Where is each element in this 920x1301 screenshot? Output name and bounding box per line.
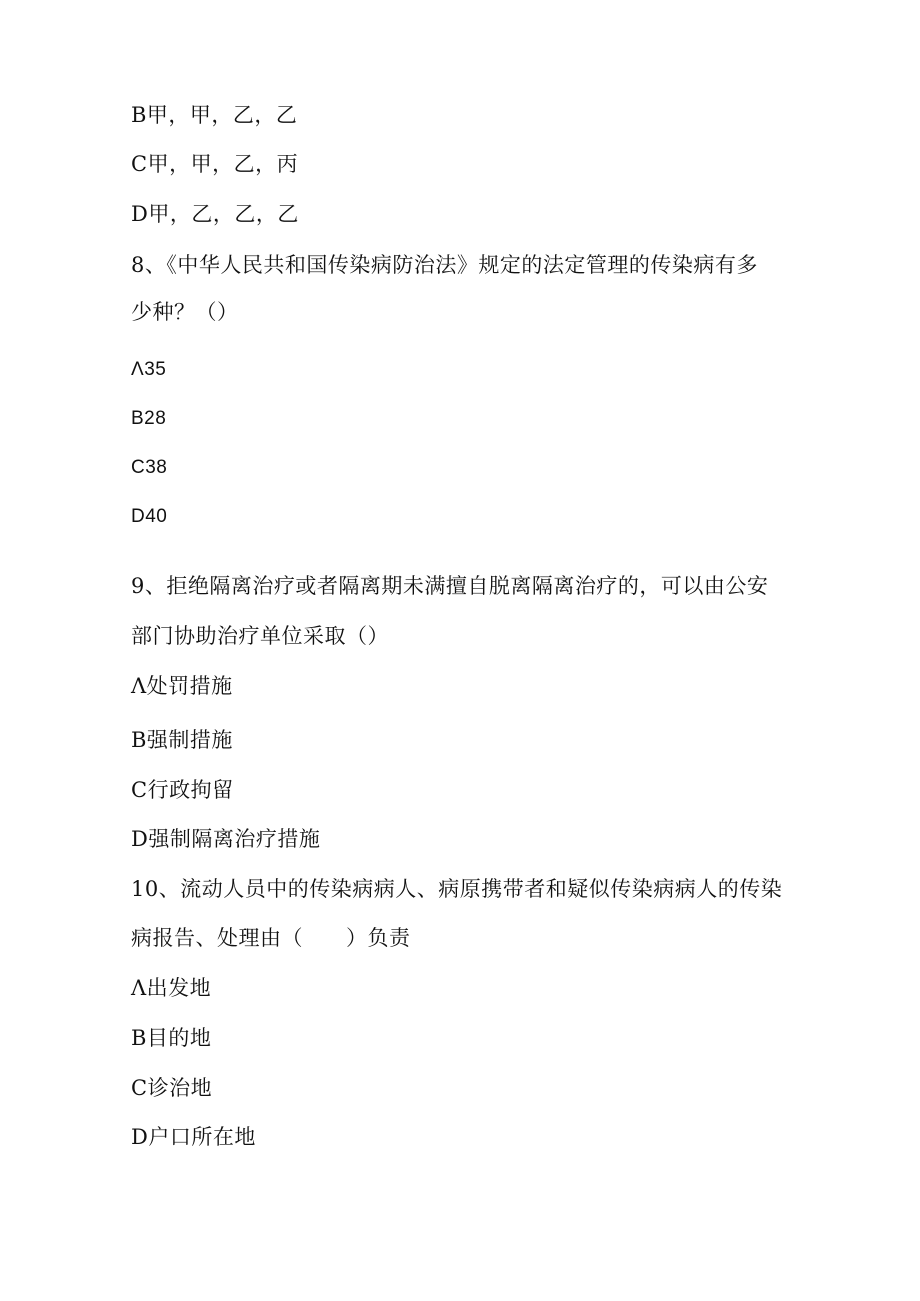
q8-option-c: C38 xyxy=(131,457,168,478)
q10-option-b: B目的地 xyxy=(131,1026,212,1050)
q7-option-c: C甲，甲，乙，丙 xyxy=(131,152,299,176)
q7-option-b: B甲，甲，乙，乙 xyxy=(131,103,298,127)
q9-option-b: B强制措施 xyxy=(131,728,233,752)
q8-option-d: D40 xyxy=(131,506,168,527)
q9-option-a: Λ处罚措施 xyxy=(131,674,233,698)
q10-option-c: C诊治地 xyxy=(131,1076,213,1100)
q9-question-line-2: 部门协助治疗单位采取（） xyxy=(131,624,389,648)
q10-question-line-1: 10、流动人员中的传染病病人、病原携带者和疑似传染病病人的传染 xyxy=(131,877,783,901)
q7-option-d: D甲，乙，乙，乙 xyxy=(131,202,299,226)
q9-option-c: C行政拘留 xyxy=(131,778,234,802)
q10-question-line-2: 病报告、处理由（ ）负责 xyxy=(131,926,411,950)
q8-option-b: B28 xyxy=(131,408,167,429)
q8-option-a: Λ35 xyxy=(131,359,167,380)
q9-question-line-1: 9、拒绝隔离治疗或者隔离期未满擅自脱离隔离治疗的，可以由公安 xyxy=(131,574,769,598)
q10-option-d: D户口所在地 xyxy=(131,1125,256,1149)
q10-option-a: Λ出发地 xyxy=(131,976,212,1000)
q8-question-line-2: 少种？（） xyxy=(131,300,239,324)
q8-question-line-1: 8、《中华人民共和国传染病防治法》规定的法定管理的传染病有多 xyxy=(131,253,758,277)
q9-option-d: D强制隔离治疗措施 xyxy=(131,827,321,851)
